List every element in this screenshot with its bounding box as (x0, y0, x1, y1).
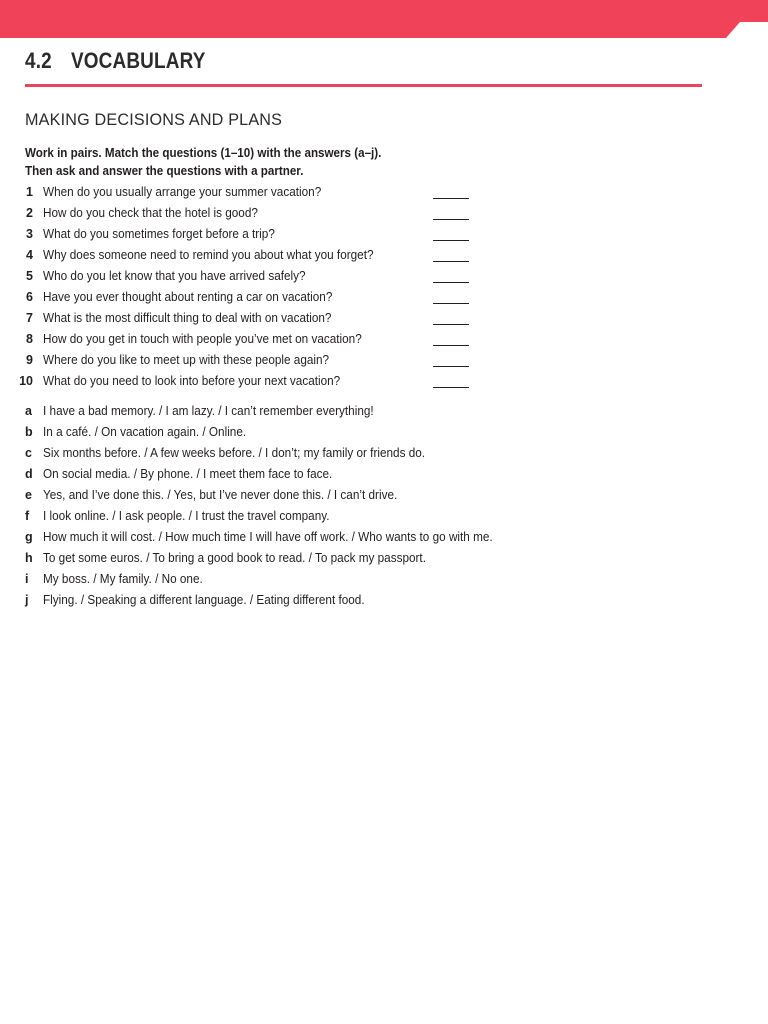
header-divider (25, 84, 702, 87)
top-banner-shape (0, 0, 768, 38)
answer-letter: c (25, 446, 32, 460)
answer-text: Yes, and I’ve done this. / Yes, but I’ve never done this. / I can’t drive. (43, 488, 398, 502)
answer-letter: f (25, 509, 30, 523)
answer-item (0, 402, 768, 423)
question-text: When do you usually arrange your summer vacation? (43, 185, 322, 199)
answer-blank[interactable] (433, 219, 469, 220)
question-item (0, 372, 768, 393)
answer-letter: a (25, 404, 32, 418)
answer-item (0, 528, 768, 549)
question-item (0, 267, 768, 288)
question-number: 3 (26, 227, 33, 241)
question-text: What do you sometimes forget before a trip? (43, 227, 275, 241)
question-item (0, 309, 768, 330)
answer-text: How much it will cost. / How much time I will have off work. / Who wants to go with me. (43, 530, 493, 544)
question-text: How do you check that the hotel is good? (43, 206, 258, 220)
question-number: 7 (26, 311, 33, 325)
question-number: 9 (26, 353, 33, 367)
answer-text: In a café. / On vacation again. / Online. (43, 425, 247, 439)
answer-text: On social media. / By phone. / I meet them face to face. (43, 467, 333, 481)
top-banner (0, 0, 768, 38)
instructions-line: Work in pairs. Match the questions (1–10) with the answers (a–j). (25, 146, 382, 160)
answer-item (0, 507, 768, 528)
answer-item (0, 444, 768, 465)
question-item (0, 225, 768, 246)
answer-text: I look online. / I ask people. / I trust the travel company. (43, 509, 330, 523)
question-number: 8 (26, 332, 33, 346)
answer-blank[interactable] (433, 345, 469, 346)
answer-item (0, 465, 768, 486)
answer-letter: j (25, 593, 29, 607)
question-text: Have you ever thought about renting a car on vacation? (43, 290, 333, 304)
answer-letter: d (25, 467, 33, 481)
section-number: 4.2 (25, 48, 52, 73)
exercise-instructions (25, 144, 381, 180)
answer-blank[interactable] (433, 261, 469, 262)
answer-item (0, 423, 768, 444)
question-number: 1 (26, 185, 33, 199)
question-item (0, 246, 768, 267)
question-item (0, 183, 768, 204)
answer-blank[interactable] (433, 387, 469, 388)
answer-text: I have a bad memory. / I am lazy. / I can’t remember everything! (43, 404, 374, 418)
answer-letter: h (25, 551, 33, 565)
answer-blank[interactable] (433, 282, 469, 283)
answer-item (0, 486, 768, 507)
question-number: 2 (26, 206, 33, 220)
question-number: 6 (26, 290, 33, 304)
question-item (0, 204, 768, 225)
answer-text: My boss. / My family. / No one. (43, 572, 203, 586)
answer-item (0, 591, 768, 612)
section-title: VOCABULARY (71, 48, 206, 73)
question-item (0, 330, 768, 351)
exercise-heading: MAKING DECISIONS AND PLANS (25, 110, 283, 129)
answer-blank[interactable] (433, 366, 469, 367)
answer-item (0, 570, 768, 591)
question-text: Why does someone need to remind you about what you forget? (43, 248, 374, 262)
answer-text: To get some euros. / To bring a good book to read. / To pack my passport. (43, 551, 426, 565)
answer-letter: b (25, 425, 33, 439)
answer-blank[interactable] (433, 198, 469, 199)
question-text: What is the most difficult thing to deal with on vacation? (43, 311, 332, 325)
question-item (0, 288, 768, 309)
question-text: How do you get in touch with people you’ve met on vacation? (43, 332, 362, 346)
question-number: 10 (19, 374, 33, 388)
question-number: 5 (26, 269, 33, 283)
answer-blank[interactable] (433, 303, 469, 304)
answer-text: Flying. / Speaking a different language. / Eating different food. (43, 593, 365, 607)
question-item (0, 351, 768, 372)
answer-blank[interactable] (433, 240, 469, 241)
question-text: Who do you let know that you have arrived safely? (43, 269, 306, 283)
answer-blank[interactable] (433, 324, 469, 325)
instructions-line: Then ask and answer the questions with a partner. (25, 164, 304, 178)
answer-item (0, 549, 768, 570)
answer-letter: g (25, 530, 33, 544)
answer-letter: i (25, 572, 29, 586)
answer-letter: e (25, 488, 32, 502)
question-number: 4 (26, 248, 33, 262)
question-text: Where do you like to meet up with these people again? (43, 353, 330, 367)
answer-text: Six months before. / A few weeks before. / I don’t; my family or friends do. (43, 446, 426, 460)
question-text: What do you need to look into before your next vacation? (43, 374, 341, 388)
